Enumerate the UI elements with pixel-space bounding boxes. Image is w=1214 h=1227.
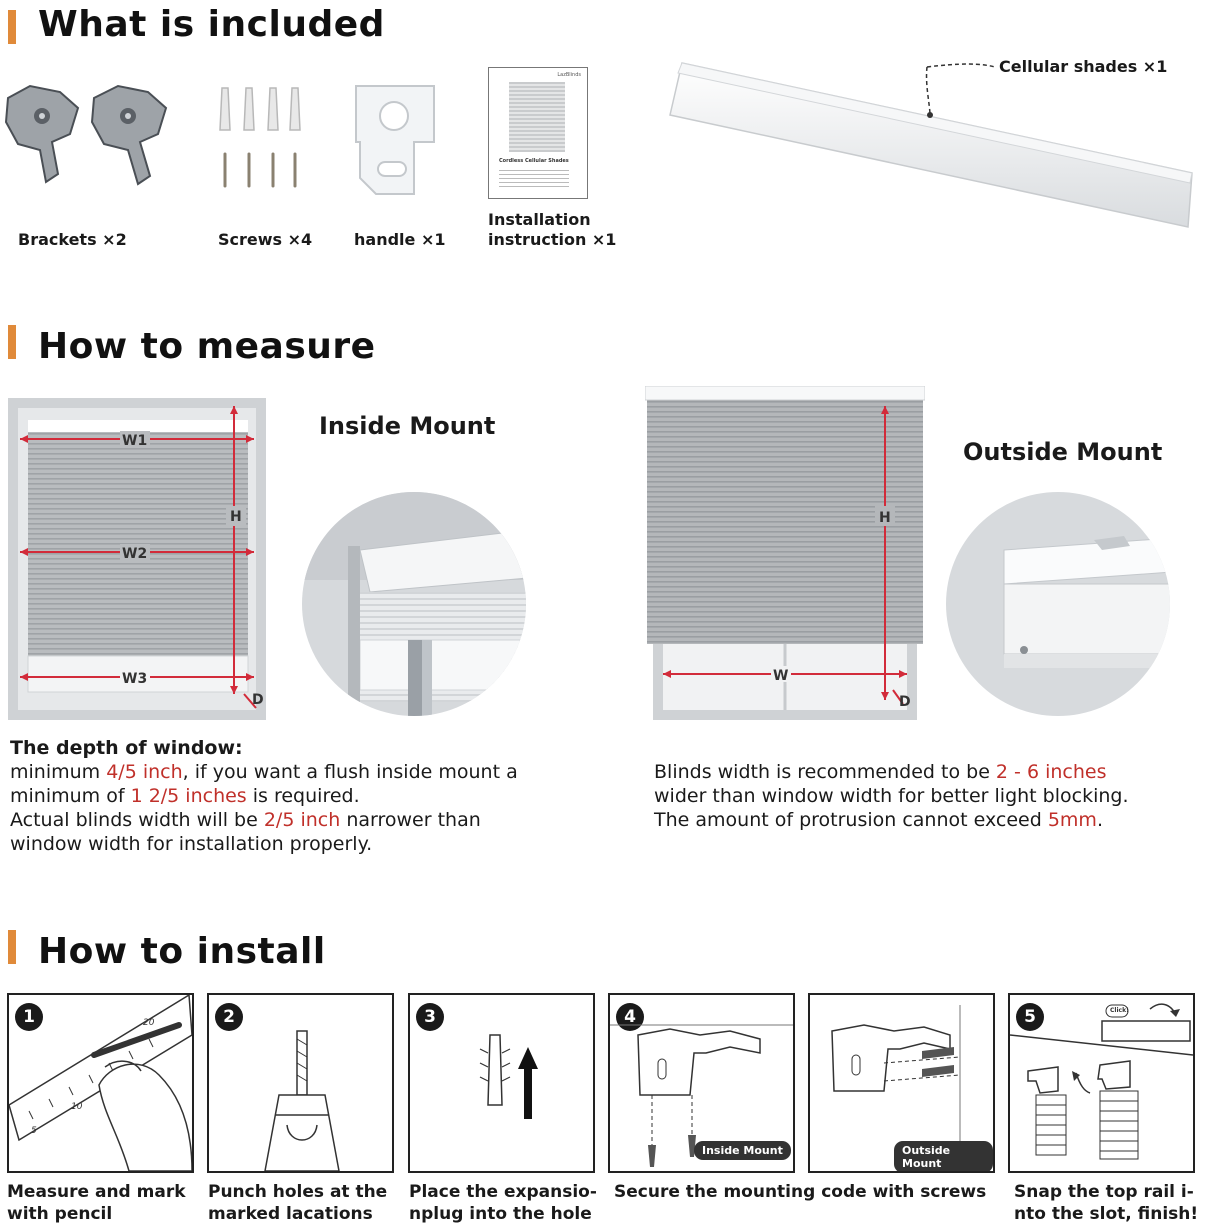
outside-text-line2: wider than window width for better light blocking. bbox=[654, 785, 1129, 807]
drill-icon bbox=[209, 995, 392, 1171]
step-2-badge: 2 bbox=[215, 1003, 243, 1031]
instruction-label-line1: Installation bbox=[488, 210, 591, 229]
step-3-label-line1: Place the expansio- bbox=[409, 1182, 597, 1202]
inside-mount-diagram bbox=[8, 398, 266, 720]
outside-mount-diagram bbox=[645, 386, 925, 720]
inside-text-line4: window width for installation properly. bbox=[10, 833, 373, 855]
dim-label-h: H bbox=[879, 510, 891, 526]
step-5-badge: 5 bbox=[1016, 1003, 1044, 1031]
step-1-label-line1: Measure and mark bbox=[7, 1182, 186, 1202]
ruler-mark-10: 10 bbox=[71, 1102, 83, 1112]
pencil-ruler-icon bbox=[9, 995, 192, 1171]
step-3-badge: 3 bbox=[416, 1003, 444, 1031]
section-accent-bar bbox=[8, 10, 16, 44]
dim-label-w: W bbox=[773, 668, 789, 684]
section-title-measure: How to measure bbox=[38, 326, 376, 367]
depth-heading: The depth of window: bbox=[10, 737, 243, 759]
section-title-install: How to install bbox=[38, 931, 326, 972]
step-5-label-line2: nto the slot, finish! bbox=[1014, 1204, 1199, 1224]
dim-label-d: D bbox=[252, 692, 264, 708]
inside-text-line3: Actual blinds width will be 2/5 inch narrower than bbox=[10, 809, 481, 831]
step-4-inside-panel bbox=[608, 993, 795, 1173]
manual-text-lines bbox=[499, 170, 569, 190]
inside-mount-closeup bbox=[300, 490, 528, 718]
step-4-label: Secure the mounting code with screws bbox=[614, 1182, 987, 1202]
dim-label-w2: W2 bbox=[122, 546, 148, 562]
inside-mount-title: Inside Mount bbox=[319, 412, 496, 440]
step-5-label-line1: Snap the top rail i- bbox=[1014, 1182, 1194, 1202]
handle-image bbox=[350, 82, 440, 202]
manual-title: Cordless Cellular Shades bbox=[499, 158, 569, 164]
step-1-label-line2: with pencil bbox=[7, 1204, 113, 1224]
cellular-shades-image bbox=[660, 55, 1205, 240]
screws-label: Screws ×4 bbox=[218, 230, 313, 249]
inside-text-line1: minimum 4/5 inch, if you want a flush inside mount a bbox=[10, 761, 518, 783]
shades-label: Cellular shades ×1 bbox=[999, 57, 1168, 76]
step-1-panel bbox=[7, 993, 194, 1173]
dim-label-d: D bbox=[899, 694, 911, 710]
step-4-badge: 4 bbox=[616, 1003, 644, 1031]
ruler-mark-5: 5 bbox=[31, 1126, 37, 1136]
inside-text-line2: minimum of 1 2/5 inches is required. bbox=[10, 785, 360, 807]
section-accent-bar bbox=[8, 325, 16, 359]
dim-label-w1: W1 bbox=[122, 433, 148, 449]
step-5-panel bbox=[1008, 993, 1195, 1173]
step-3-label-line2: nplug into the hole bbox=[409, 1204, 592, 1224]
step-2-label-line1: Punch holes at the bbox=[208, 1182, 388, 1202]
handle-label: handle ×1 bbox=[354, 230, 446, 249]
manual-image bbox=[488, 67, 588, 199]
section-title-included: What is included bbox=[38, 4, 385, 45]
brackets-image bbox=[0, 78, 172, 190]
snap-rail-icon bbox=[1010, 995, 1193, 1171]
ruler-mark-20: 20 bbox=[143, 1018, 155, 1028]
outside-text-line1: Blinds width is recommended to be 2 - 6 inches bbox=[654, 761, 1107, 783]
step-1-badge: 1 bbox=[15, 1003, 43, 1031]
instruction-label-line2: instruction ×1 bbox=[488, 230, 617, 249]
brackets-label: Brackets ×2 bbox=[18, 230, 127, 249]
step-2-panel bbox=[207, 993, 394, 1173]
step-4-outside-panel bbox=[808, 993, 995, 1173]
step-3-panel bbox=[408, 993, 595, 1173]
outside-mount-title: Outside Mount bbox=[963, 438, 1163, 466]
dim-label-w3: W3 bbox=[122, 671, 148, 687]
section-accent-bar bbox=[8, 930, 16, 964]
expansion-plug-icon bbox=[410, 995, 593, 1171]
outside-mount-closeup bbox=[944, 490, 1172, 718]
manual-brand: LazBlinds bbox=[557, 72, 581, 78]
step-2-label-line2: marked lacations bbox=[208, 1204, 373, 1224]
inside-mount-tag: Inside Mount bbox=[694, 1141, 791, 1160]
dim-label-h: H bbox=[230, 509, 242, 525]
screws-image bbox=[212, 80, 312, 192]
click-bubble-text: Click! bbox=[1110, 1007, 1129, 1014]
outside-mount-tag: Outside Mount bbox=[894, 1141, 993, 1173]
outside-text-line3: The amount of protrusion cannot exceed 5mm. bbox=[654, 809, 1103, 831]
manual-shade-picture bbox=[509, 82, 565, 152]
